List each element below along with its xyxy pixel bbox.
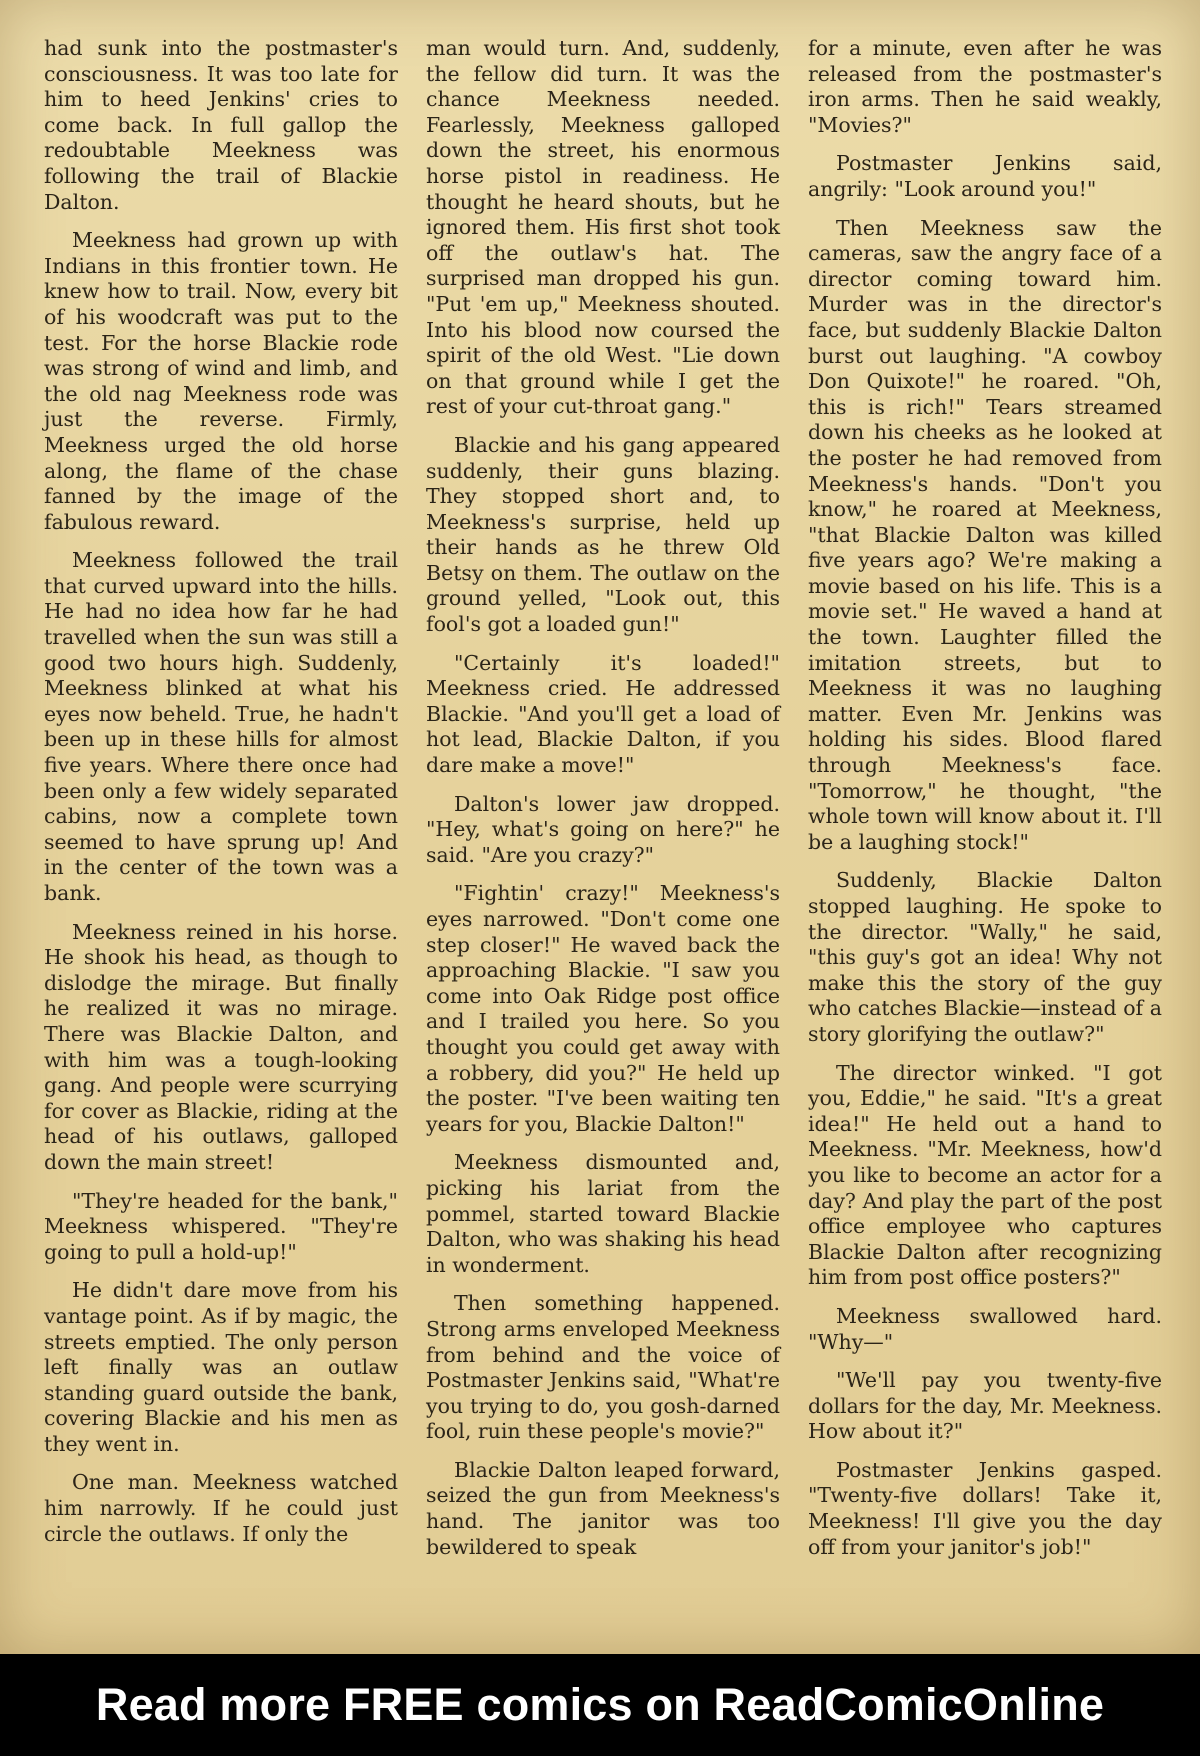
paragraph: Postmaster Jenkins gasped. "Twenty-five dollars! Take it, Meekness! I'll give you the day off from your janitor's job!"	[808, 1457, 1162, 1559]
paragraph: Meekness had grown up with Indians in this frontier town. He knew how to trail. Now, every bit of his woodcraft was put to the test. For the horse Blackie rode was strong of wind and limb, and the old nag Meekness rode was just the reverse. Firmly, Meekness urged the old horse along, the flame of the chase fanned by the image of the fabulous reward.	[44, 228, 398, 534]
paragraph: "Certainly it's loaded!" Meekness cried. He addressed Blackie. "And you'll get a load of hot lead, Blackie Dalton, if you dare make a move!"	[426, 650, 780, 778]
promo-banner-link[interactable]: Read more FREE comics on ReadComicOnline	[95, 1679, 1105, 1730]
text-column-1	[44, 36, 398, 1636]
paragraph: man would turn. And, suddenly, the fellow did turn. It was the chance Meekness needed. Fearlessly, Meekness galloped down the street, his enormous horse pistol in readiness. He thought he heard shouts, but he ignored them. His first shot took off the outlaw's hat. The surprised man dropped his gun. "Put 'em up," Meekness shouted. Into his blood now coursed the spirit of the old West. "Lie down on that ground while I get the rest of your cut-throat gang."	[426, 36, 780, 419]
paragraph: had sunk into the postmaster's consciousness. It was too late for him to heed Jenkins' cries to come back. In full gallop the redoubtable Meekness was following the trail of Blackie Dalton.	[44, 36, 398, 214]
paragraph: for a minute, even after he was released from the postmaster's iron arms. Then he said weakly, "Movies?"	[808, 36, 1162, 137]
paragraph: Dalton's lower jaw dropped. "Hey, what's going on here?" he said. "Are you crazy?"	[426, 791, 780, 867]
paragraph: Meekness reined in his horse. He shook his head, as though to dislodge the mirage. But finally he realized it was no mirage. There was Blackie Dalton, and with him was a tough-looking gang. And people were scurrying for cover as Blackie, riding at the head of his outlaws, galloped down the main street!	[44, 919, 398, 1174]
paragraph: Then something happened. Strong arms enveloped Meekness from behind and the voice of Postmaster Jenkins said, "What're you trying to do, you gosh-darned fool, ruin these people's movie?"	[426, 1291, 780, 1444]
paragraph: "They're headed for the bank," Meekness whispered. "They're going to pull a hold-up!"	[44, 1188, 398, 1264]
paragraph: Suddenly, Blackie Dalton stopped laughing. He spoke to the director. "Wally," he said, "this guy's got an idea! Why not make this the story of the guy who catches Blackie—instead of a story glorifying the outlaw?"	[808, 868, 1162, 1046]
promo-banner[interactable]	[0, 1654, 1200, 1756]
paragraph: Meekness followed the trail that curved upward into the hills. He had no idea how far he had travelled when the sun was still a good two hours high. Suddenly, Meekness blinked at what his eyes now beheld. True, he hadn't been up in these hills for almost five years. Where there once had been only a few widely separated cabins, now a complete town seemed to have sprung up! And in the center of the town was a bank.	[44, 548, 398, 905]
paragraph: "We'll pay you twenty-five dollars for the day, Mr. Meekness. How about it?"	[808, 1368, 1162, 1444]
paragraph: Postmaster Jenkins said, angrily: "Look around you!"	[808, 151, 1162, 201]
paragraph: The director winked. "I got you, Eddie," he said. "It's a great idea!" He held out a hand to Meekness. "Mr. Meekness, how'd you like to become an actor for a day? And play the part of the post office employee who captures Blackie Dalton after recognizing him from post office posters?"	[808, 1060, 1162, 1290]
paragraph: "Fightin' crazy!" Meekness's eyes narrowed. "Don't come one step closer!" He waved back the approaching Blackie. "I saw you come into Oak Ridge post office and I trailed you here. So you thought you could get away with a robbery, did you?" He held up the poster. "I've been waiting ten years for you, Blackie Dalton!"	[426, 881, 780, 1136]
paragraph: Then Meekness saw the cameras, saw the angry face of a director coming toward him. Murder was in the director's face, but suddenly Blackie Dalton burst out laughing. "A cowboy Don Quixote!" he roared. "Oh, this is rich!" Tears streamed down his cheeks as he looked at the poster he had removed from Meekness's hands. "Don't you know," he roared at Meekness, "that Blackie Dalton was killed five years ago? We're making a movie based on his life. This is a movie set." He waved a hand at the town. Laughter filled the imitation streets, but to Meekness it was no laughing matter. Even Mr. Jenkins was holding his sides. Blood flared through Meekness's face. "Tomorrow," he thought, "the whole town will know about it. I'll be a laughing stock!"	[808, 215, 1162, 854]
paragraph: One man. Meekness watched him narrowly. If he could just circle the outlaws. If only the	[44, 1470, 398, 1546]
paragraph: Meekness dismounted and, picking his lariat from the pommel, started toward Blackie Dalton, who was shaking his head in wonderment.	[426, 1150, 780, 1277]
paragraph: Blackie and his gang appeared suddenly, their guns blazing. They stopped short and, to Meekness's surprise, held up their hands as he threw Old Betsy on them. The outlaw on the ground yelled, "Look out, this fool's got a loaded gun!"	[426, 432, 780, 637]
paragraph: Blackie Dalton leaped forward, seized the gun from Meekness's hand. The janitor was too bewildered to speak	[426, 1457, 780, 1559]
article-text	[44, 36, 1162, 1636]
paragraph: Meekness swallowed hard. "Why—"	[808, 1303, 1162, 1354]
paragraph: He didn't dare move from his vantage point. As if by magic, the streets emptied. The only person left finally was an outlaw standing guard outside the bank, covering Blackie and his men as they went in.	[44, 1278, 398, 1456]
text-column-3	[808, 36, 1162, 1636]
text-column-2	[426, 36, 780, 1636]
